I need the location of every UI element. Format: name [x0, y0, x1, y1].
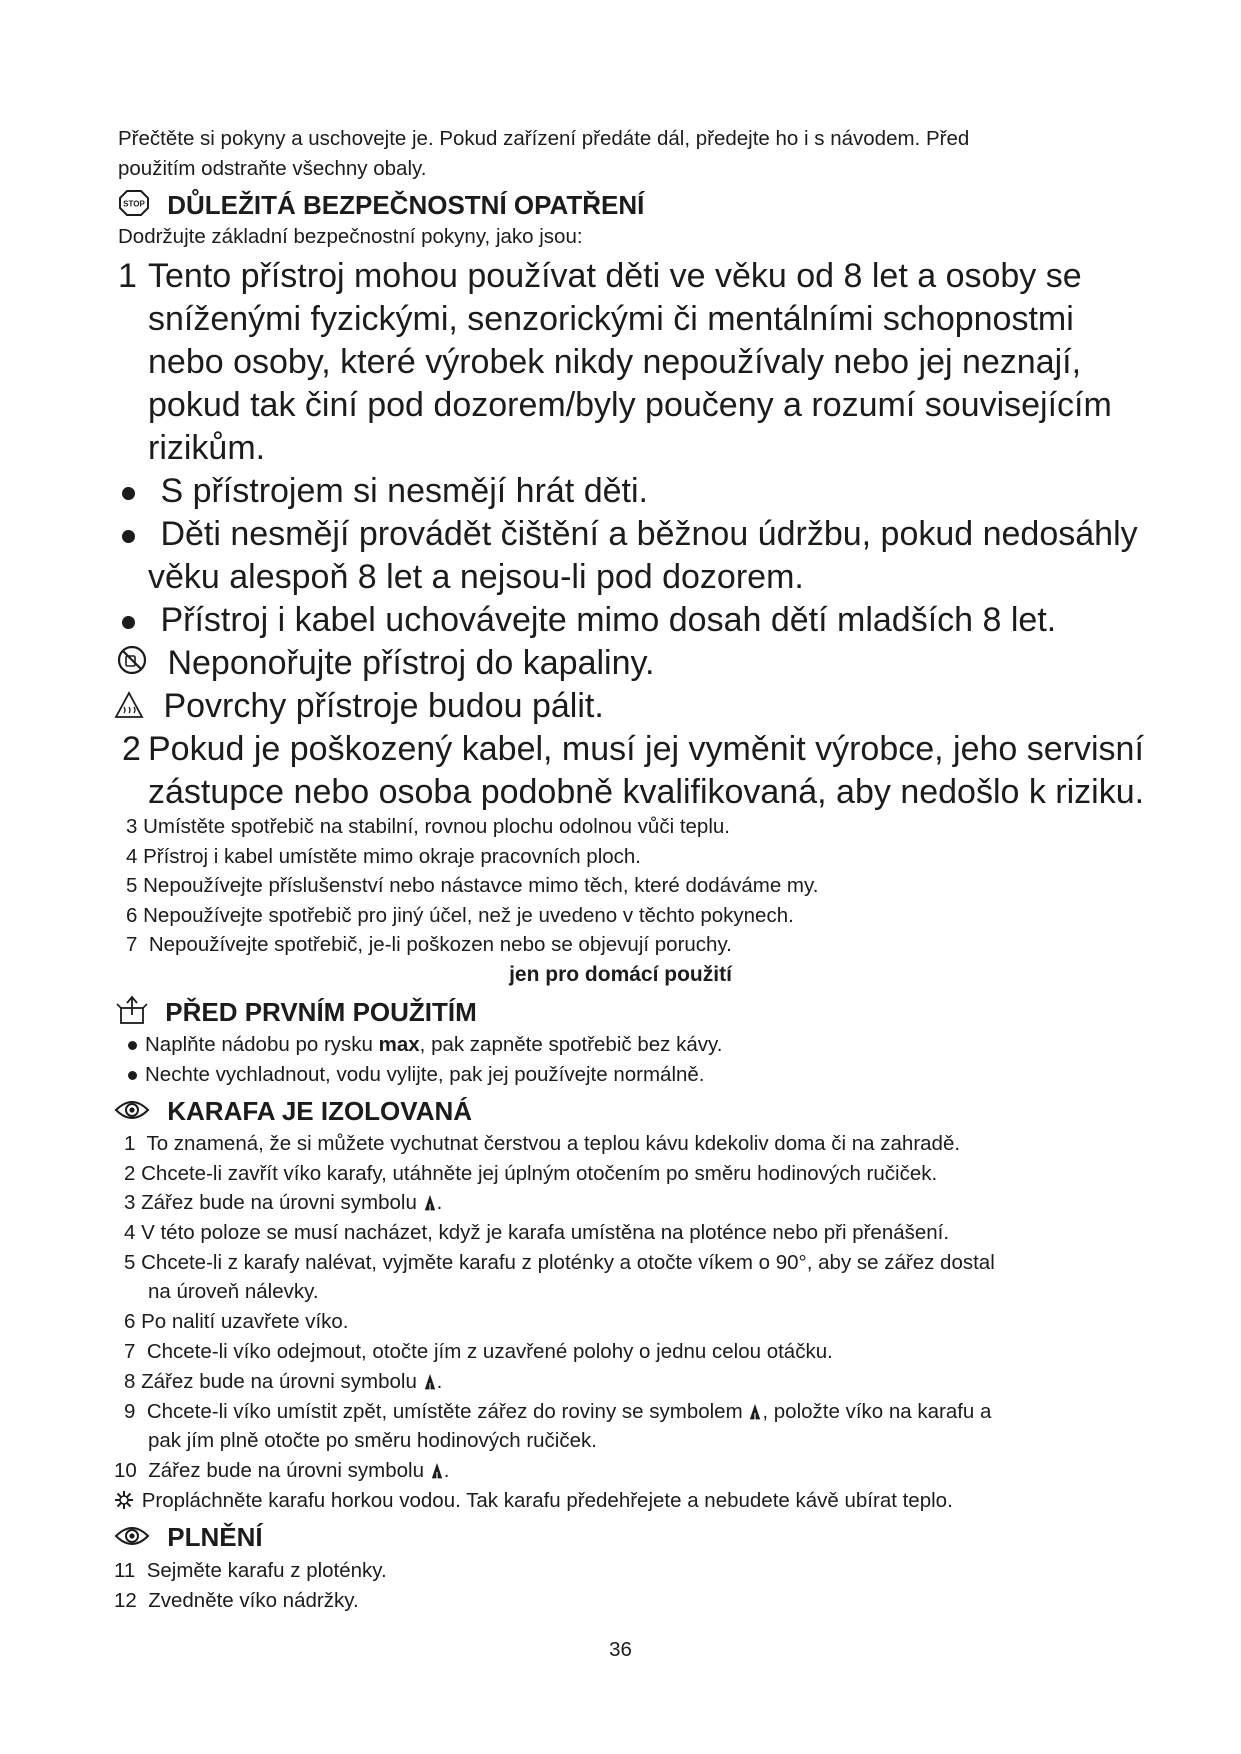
bullet-dot [122, 616, 135, 629]
bullet-2 [122, 512, 1138, 556]
carafe-item-9-cont: pak jím plně otočte po směru hodinových ručiček. [148, 1429, 597, 1452]
notch-symbol-icon [423, 1370, 437, 1400]
svg-text:STOP: STOP [123, 199, 145, 209]
item-2-line-2: zástupce nebo osoba podobně kvalifikovaná, aby nedošlo k riziku. [148, 773, 1145, 811]
item-2-line-1: Pokud je poškozený kabel, musí jej vyměnit výrobce, jeho servisní [148, 730, 1144, 768]
stop-icon [118, 189, 150, 225]
bullet-dot [122, 530, 135, 543]
intro-line-2: použitím odstraňte všechny obaly. [118, 157, 427, 180]
carafe-item-3: 3 Zářez bude na úrovni symbolu . [124, 1188, 442, 1221]
carafe-item-9: 9 Chcete-li víko umístit zpět, umístěte zářez do roviny se symbolem , položte víko na karafu a [124, 1397, 991, 1430]
carafe-heading: KARAFA JE IZOLOVANÁ [167, 1096, 473, 1126]
intro-line-1: Přečtěte si pokyny a uschovejte je. Pokud zařízení předáte dál, předejte ho i s návodem. Před [118, 127, 970, 150]
first-use-heading: PŘED PRVNÍM POUŽITÍM [165, 997, 477, 1027]
first-use-heading-row [116, 995, 477, 1033]
carafe-heading-row [114, 1094, 472, 1130]
first-use-bullet-1: Naplňte nádobu po rysku max, pak zapněte spotřebič bez kávy. [128, 1030, 722, 1060]
item-1-line-3: nebo osoby, které výrobek nikdy nepoužívaly nebo jej neznají, [148, 343, 1082, 381]
notch-symbol-icon [748, 1400, 762, 1430]
carafe-tip: Propláchněte karafu horkou vodou. Tak karafu předehřejete a nebudete kávě ubírat teplo. [114, 1486, 953, 1519]
page-number: 36 [609, 1638, 632, 1661]
safety-heading-row [118, 188, 644, 225]
notch-symbol-icon [430, 1459, 444, 1489]
item-1-line-4: pokud tak činí pod dozorem/byly poučeny a rozumí souvisejícím [148, 386, 1112, 424]
safety-heading: DŮLEŽITÁ BEZPEČNOSTNÍ OPATŘENÍ [167, 190, 645, 220]
unpack-box-icon [116, 995, 148, 1033]
bullet-1-text: S přístrojem si nesmějí hrát děti. [160, 472, 648, 510]
tip-star-icon [114, 1489, 134, 1519]
bullet-2-line-1: Děti nesmějí provádět čištění a běžnou údržbu, pokud nedosáhly [160, 515, 1138, 553]
item-1-line-5: rizikům. [148, 429, 266, 467]
first-use-bullet-2: Nechte vychladnout, vodu vylijte, pak jej používejte normálně. [128, 1060, 705, 1090]
item-2-number: 2 [122, 730, 141, 768]
no-immerse-icon [116, 643, 148, 687]
hot-surface-text: Povrchy přístroje budou pálit. [163, 687, 604, 725]
small-item-4: 4 Přístroj i kabel umístěte mimo okraje pracovních ploch. [126, 845, 642, 868]
small-item-6: 6 Nepoužívejte spotřebič pro jiný účel, než je uvedeno v těchto pokynech. [126, 904, 794, 927]
filling-heading: PLNĚNÍ [167, 1522, 263, 1552]
bullet-dot [128, 1041, 137, 1050]
domestic-use-note: jen pro domácí použití [509, 963, 732, 986]
bullet-3-text: Přístroj i kabel uchovávejte mimo dosah dětí mladších 8 let. [160, 601, 1057, 639]
hot-surface-row [114, 684, 604, 730]
carafe-item-5: 5 Chcete-li z karafy nalévat, vyjměte karafu z ploténky a otočte víkem o 90°, aby se zářez dostal [124, 1251, 995, 1274]
carafe-item-6: 6 Po nalití uzavřete víko. [124, 1310, 349, 1333]
item-1-line-1: Tento přístroj mohou používat děti ve věku od 8 let a osoby se [148, 257, 1082, 295]
item-1-number: 1 [118, 257, 137, 295]
carafe-item-4: 4 V této poloze se musí nacházet, když je karafa umístěna na ploténce nebo při přenášení. [124, 1221, 950, 1244]
carafe-item-1: 1 To znamená, že si můžete vychutnat čerstvou a teplou kávu kdekoliv doma či na zahradě. [124, 1132, 961, 1155]
bullet-dot [128, 1071, 137, 1080]
small-item-5: 5 Nepoužívejte příslušenství nebo nástavce mimo těch, které dodáváme my. [126, 874, 819, 897]
carafe-item-5-cont: na úroveň nálevky. [148, 1280, 319, 1303]
item-1-line-2: sníženými fyzickými, senzorickými či mentálními schopnostmi [148, 300, 1074, 338]
bullet-3 [122, 598, 1056, 642]
no-immerse-row [116, 641, 654, 687]
eye-icon [114, 1096, 150, 1130]
bullet-2-line-2: věku alespoň 8 let a nejsou-li pod dozorem. [148, 558, 804, 596]
carafe-item-8: 8 Zářez bude na úrovni symbolu . [124, 1367, 442, 1400]
small-item-3: 3 Umístěte spotřebič na stabilní, rovnou plochu odolnou vůči teplu. [126, 815, 730, 838]
carafe-item-7: 7 Chcete-li víko odejmout, otočte jím z uzavřené polohy o jednu celou otáčku. [124, 1340, 833, 1363]
notch-symbol-icon [423, 1191, 437, 1221]
carafe-item-10: 10 Zářez bude na úrovni symbolu . [114, 1456, 449, 1489]
no-immerse-text: Neponořujte přístroj do kapaliny. [167, 644, 655, 682]
filling-item-12: 12 Zvedněte víko nádržky. [114, 1589, 359, 1612]
bullet-dot [122, 487, 135, 500]
warning-hot-icon [114, 686, 144, 730]
bullet-1 [122, 469, 648, 513]
safety-subheading: Dodržujte základní bezpečnostní pokyny, jako jsou: [118, 225, 583, 248]
small-item-7: 7 Nepoužívejte spotřebič, je-li poškozen nebo se objevují poruchy. [126, 933, 732, 956]
filling-item-11: 11 Sejměte karafu z ploténky. [114, 1559, 387, 1582]
filling-heading-row [114, 1520, 263, 1556]
carafe-item-2: 2 Chcete-li zavřít víko karafy, utáhněte jej úplným otočením po směru hodinových ručiček. [124, 1162, 938, 1185]
eye-icon [114, 1522, 150, 1556]
